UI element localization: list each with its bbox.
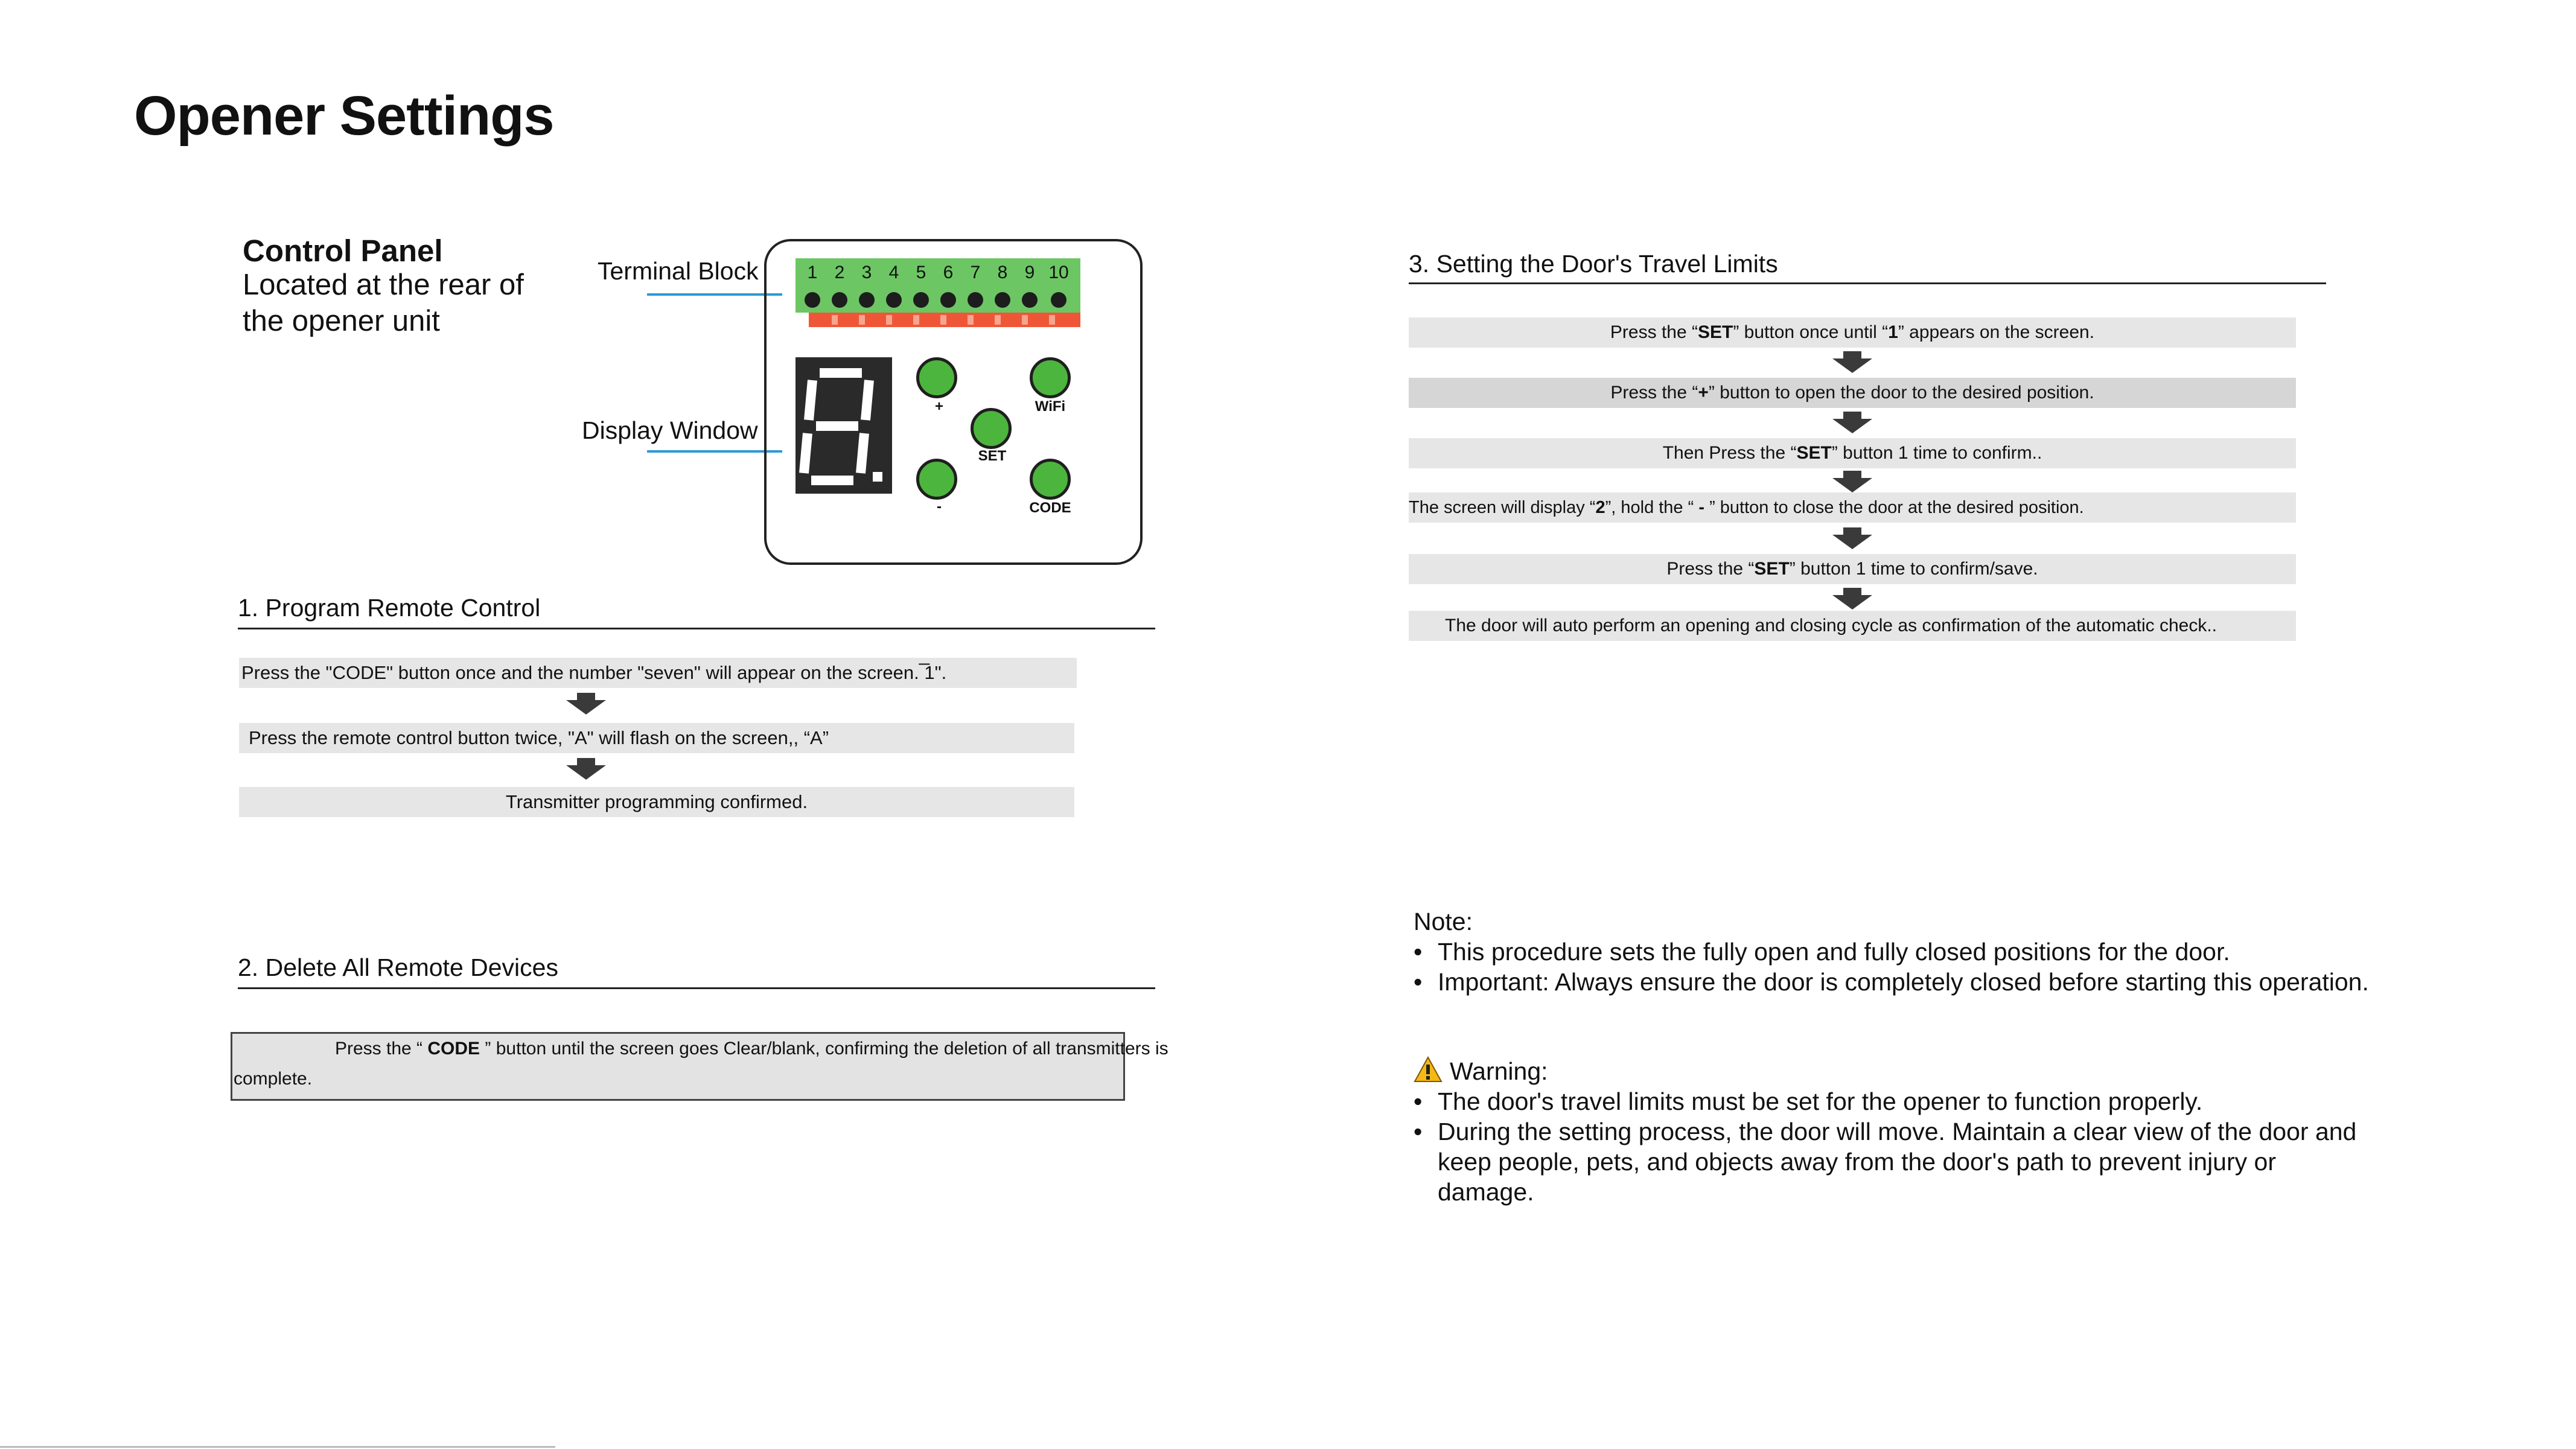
section2-divider <box>238 987 1155 989</box>
section3-step-3 <box>1409 438 2296 468</box>
terminal-screw <box>886 292 902 308</box>
section2-title: 2. Delete All Remote Devices <box>238 954 558 981</box>
terminal-number: 3 <box>861 263 872 282</box>
terminal-block-numbers <box>795 258 1080 287</box>
arrow-down-icon <box>1843 527 1861 535</box>
section2-step-line1 <box>232 1034 1168 1064</box>
step-text: ” appears on the screen. <box>1898 322 2095 342</box>
step-text: Then Press the “ <box>1662 443 1797 463</box>
step-key: SET <box>1697 322 1733 342</box>
note-item-text: Important: Always ensure the door is completely closed before starting this operation. <box>1438 968 2369 996</box>
step-key: + <box>1698 383 1709 403</box>
section3-divider <box>1409 282 2326 284</box>
step-key: 2 <box>1595 498 1605 517</box>
section3-step-2 <box>1409 378 2296 408</box>
display-window-callout-line <box>647 450 782 453</box>
terminal-screw <box>859 292 875 308</box>
note-heading: Note: <box>1414 908 1473 935</box>
section3-step-4 <box>1409 492 2296 523</box>
step-key: SET <box>1754 559 1790 579</box>
terminal-block-label: Terminal Block <box>598 257 759 285</box>
section1-step-2: Press the remote control button twice, "A" will flash on the screen,, “A” <box>239 723 1074 753</box>
minus-button <box>916 459 957 500</box>
code-button <box>1030 459 1071 500</box>
warning-item-text: The door's travel limits must be set for the opener to function properly. <box>1438 1088 2203 1115</box>
step-text: ” button to close the door at the desired position. <box>1704 498 2084 517</box>
arrow-down-icon <box>566 765 606 780</box>
section3-step-6: The door will auto perform an opening and closing cycle as confirmation of the automatic check.. <box>1409 611 2296 641</box>
terminal-number: 5 <box>916 263 926 282</box>
step-key: - <box>1698 498 1705 517</box>
plus-button <box>916 357 957 398</box>
arrow-down-icon <box>577 758 595 765</box>
section2-step-text: ” button until the screen goes Clear/blank, confirming the deletion of all transmitters is <box>480 1039 1168 1059</box>
note-item: • This procedure sets the fully open and fully closed positions for the door. <box>1414 938 2230 966</box>
wifi-button <box>1030 357 1071 398</box>
wifi-button-label: WiFi <box>1035 398 1066 415</box>
step-text: Press the “ <box>1610 322 1698 342</box>
arrow-down-icon <box>1843 471 1861 478</box>
terminal-screw <box>832 292 847 308</box>
footer-divider <box>0 1446 555 1448</box>
arrow-down-icon <box>1843 588 1861 595</box>
note-item-text: This procedure sets the fully open and fully closed positions for the door. <box>1438 938 2230 966</box>
section1-title: 1. Program Remote Control <box>238 594 541 622</box>
section1-divider <box>238 628 1155 629</box>
terminal-number: 2 <box>834 263 845 282</box>
section2-step-text: Press the “ <box>335 1039 428 1059</box>
section3-title: 3. Setting the Door's Travel Limits <box>1409 250 1778 278</box>
arrow-down-icon <box>1843 351 1861 358</box>
set-button-label: SET <box>978 448 1007 464</box>
control-panel-subheading: Located at the rear of the opener unit <box>243 269 524 337</box>
section2-step-box <box>231 1032 1168 1101</box>
arrow-down-icon <box>566 700 606 715</box>
terminal-screw <box>1022 292 1038 308</box>
step-text: ” button once until “ <box>1733 322 1889 342</box>
step-text: ” button 1 time to confirm/save. <box>1789 559 2038 579</box>
terminal-number: 8 <box>997 263 1008 282</box>
step-text: Press the “ <box>1610 383 1698 403</box>
section1-step-3 <box>239 787 1074 817</box>
warning-item-text: During the setting process, the door will move. Maintain a clear view of the door and keep people, pets, and objects away from the door's path to prevent injury or damage. <box>1438 1118 2357 1206</box>
code-button-label: CODE <box>1029 500 1071 516</box>
terminal-connector-strip <box>809 313 1080 327</box>
terminal-number: 7 <box>970 263 981 282</box>
step-text: ” button to open the door to the desired position. <box>1708 383 2094 403</box>
section3-step-5 <box>1409 554 2296 584</box>
terminal-block-callout-line <box>647 293 782 296</box>
arrow-down-icon <box>1832 419 1872 433</box>
step-text: ” button 1 time to confirm.. <box>1831 443 2042 463</box>
arrow-down-icon <box>1843 412 1861 419</box>
warning-icon <box>1414 1056 1443 1083</box>
display-window <box>795 357 892 494</box>
warning-item: • During the setting process, the door will move. Maintain a clear view of the door and keep people, pets, and objects away from the door's path to prevent injury or damage. <box>1414 1116 2379 1207</box>
terminal-number: 4 <box>888 263 899 282</box>
terminal-number: 10 <box>1048 263 1069 282</box>
terminal-number: 6 <box>943 263 954 282</box>
display-window-label: Display Window <box>582 416 758 444</box>
plus-button-label: + <box>934 398 943 415</box>
control-panel-heading: Control Panel <box>243 234 443 268</box>
terminal-screw <box>940 292 956 308</box>
warning-heading: Warning: <box>1450 1057 1548 1085</box>
terminal-screws <box>795 287 1080 313</box>
arrow-down-icon <box>1832 358 1872 373</box>
arrow-down-icon <box>577 693 595 700</box>
minus-button-label: - <box>937 498 942 515</box>
section2-step-line2: complete. <box>234 1069 313 1089</box>
section3-step-1 <box>1409 317 2296 348</box>
terminal-number: 9 <box>1024 263 1035 282</box>
arrow-down-icon <box>1832 535 1872 549</box>
section1-step-1: Press the "CODE" button once and the number "seven" will appear on the screen. ̅1". <box>239 658 1077 688</box>
terminal-number: 1 <box>807 263 818 282</box>
section1-step-3-text: Transmitter programming confirmed. <box>505 791 808 812</box>
section2-step-key: CODE <box>427 1039 480 1059</box>
page-title: Opener Settings <box>134 85 554 147</box>
seven-segment-digit-icon <box>795 357 892 494</box>
set-button <box>971 408 1012 449</box>
terminal-screw <box>913 292 929 308</box>
arrow-down-icon <box>1832 478 1872 492</box>
step-key: SET <box>1796 443 1832 463</box>
terminal-screw <box>995 292 1010 308</box>
step-text: ”, hold the “ <box>1605 498 1699 517</box>
terminal-screw <box>968 292 983 308</box>
note-item: • Important: Always ensure the door is completely closed before starting this operation. <box>1414 968 2369 996</box>
step-key: 1 <box>1888 322 1898 342</box>
terminal-screw <box>1051 292 1066 308</box>
terminal-screw <box>805 292 820 308</box>
step-text: Press the “ <box>1666 559 1755 579</box>
warning-item: • The door's travel limits must be set for the opener to function properly. <box>1414 1088 2203 1115</box>
arrow-down-icon <box>1832 595 1872 610</box>
step-text: The screen will display “ <box>1409 498 1596 517</box>
